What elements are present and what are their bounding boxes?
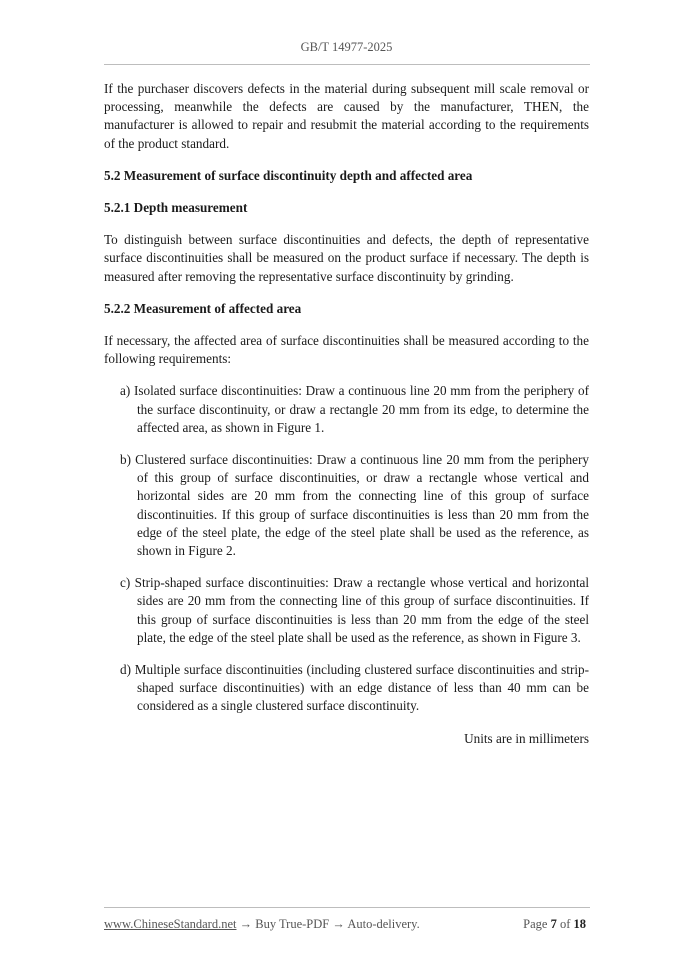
header-divider bbox=[104, 64, 590, 65]
list-item-b: b) Clustered surface discontinuities: Draw a continuous line 20 mm from the periphery of this group of surface discontinuities, or draw a rectangle whose vertical and horizontal sides are 20 mm from the connecting line of this group of surface discontinuities. If this group of surface discontinuities is less than 20 mm from the edge of the steel plate, the edge of the steel plate shall be used as the reference, as shown in Figure 2. bbox=[120, 452, 589, 559]
page-content bbox=[104, 80, 589, 748]
affected-area-paragraph: If necessary, the affected area of surface discontinuities shall be measured according to the following requirements: bbox=[104, 333, 589, 367]
footer-divider bbox=[104, 907, 590, 908]
intro-paragraph: If the purchaser discovers defects in the material during subsequent mill scale removal or processing, meanwhile the defects are caused by the manufacturer, THEN, the manufacturer is allowed to repair and resubmit the material according to the requirements of the product standard. bbox=[104, 81, 589, 151]
list-item-a: a) Isolated surface discontinuities: Draw a continuous line 20 mm from the periphery of the surface discontinuity, or draw a rectangle 20 mm from its edge, to determine the affected area, as shown in Figure 1. bbox=[120, 383, 589, 435]
section-5-2-heading: 5.2 Measurement of surface discontinuity depth and affected area bbox=[104, 167, 473, 183]
of-word: of bbox=[559, 917, 571, 931]
footer-links bbox=[104, 917, 420, 932]
site-link[interactable]: www.ChineseStandard.net bbox=[104, 917, 237, 931]
page-word: Page bbox=[523, 917, 548, 931]
arrow-right-icon: → bbox=[332, 917, 345, 931]
total-pages: 18 bbox=[573, 917, 586, 931]
current-page: 7 bbox=[550, 917, 557, 931]
depth-measurement-paragraph: To distinguish between surface discontinuities and defects, the depth of representative surface discontinuities shall be measured on the product surface if necessary. The depth is measured after removing the representative surface discontinuity by grinding. bbox=[104, 232, 589, 284]
list-item-c: c) Strip-shaped surface discontinuities: Draw a rectangle whose vertical and horizontal sides are 20 mm from the connecting line of this group of surface discontinuities. If this group of surface discontinuities is less than 20 mm from the edge of the steel plate, the edge of the steel plate shall be used as the reference, as shown in Figure 3. bbox=[120, 575, 589, 645]
page-number bbox=[523, 917, 586, 932]
buy-link[interactable]: Buy True-PDF bbox=[255, 917, 330, 931]
document-id: GB/T 14977-2025 bbox=[300, 40, 393, 54]
delivery-text: Auto-delivery. bbox=[347, 917, 420, 931]
section-5-2-2-heading: 5.2.2 Measurement of affected area bbox=[104, 300, 302, 316]
units-note: Units are in millimeters bbox=[464, 730, 589, 746]
list-item-d: d) Multiple surface discontinuities (including clustered surface discontinuities and strip-shaped surface discontinuities) with an edge distance of less than 40 mm can be considered as a single clustered surface discontinuity. bbox=[120, 662, 589, 714]
section-5-2-1-heading: 5.2.1 Depth measurement bbox=[104, 200, 248, 216]
running-header bbox=[0, 40, 693, 55]
arrow-right-icon: → bbox=[239, 917, 253, 931]
